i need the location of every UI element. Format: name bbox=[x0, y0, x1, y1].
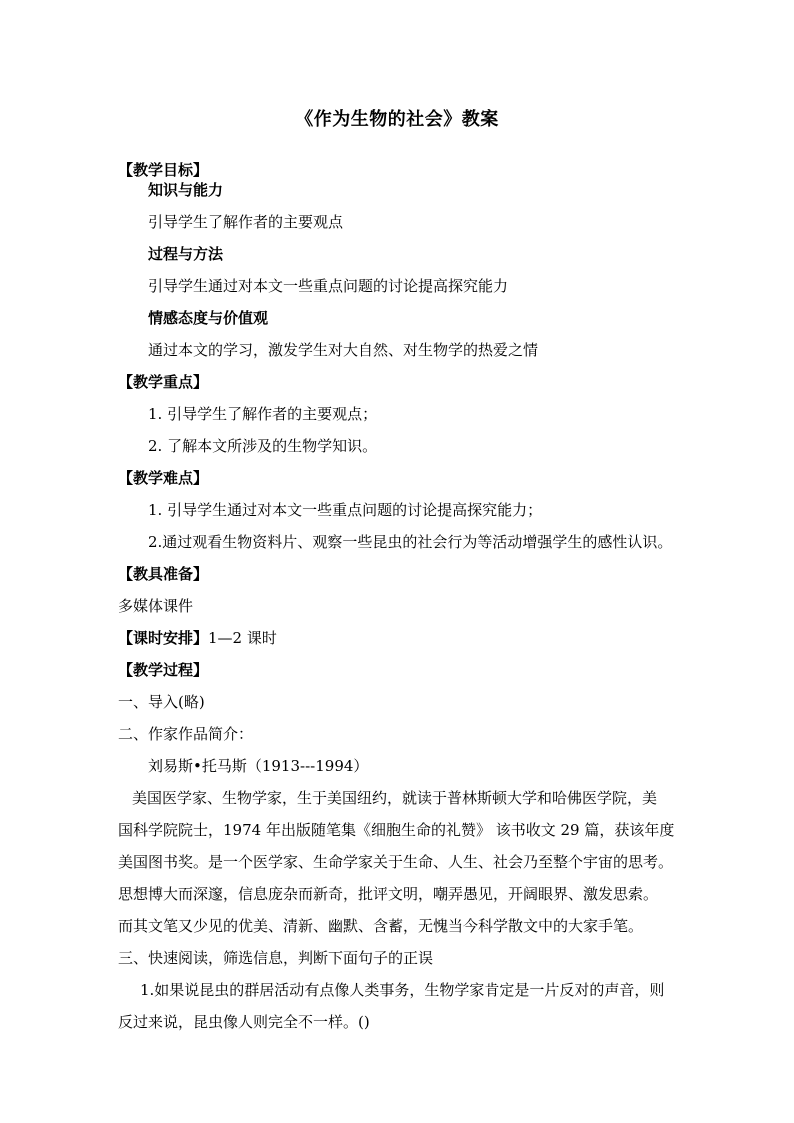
bio-line: 美国医学家、生物学家，生于美国纽约，就读于普林斯顿大学和哈佛医学院，美 bbox=[132, 789, 658, 807]
subheading-emotion: 情感态度与价值观 bbox=[148, 309, 269, 327]
tools-text: 多媒体课件 bbox=[118, 597, 194, 615]
document-body bbox=[118, 160, 708, 1032]
bio-line: 美国图书奖。是一个医学家、生命学家关于生命、人生、社会乃至整个宇宙的思考。 bbox=[118, 853, 674, 871]
section-heading-goals: 【教学目标】 bbox=[118, 161, 209, 179]
difficulty-item: 1. 引导学生通过对本文一些重点问题的讨论提高探究能力； bbox=[148, 501, 543, 519]
emotion-text: 通过本文的学习，激发学生对大自然、对生物学的热爱之情 bbox=[148, 341, 539, 359]
process-text: 引导学生通过对本文一些重点问题的讨论提高探究能力 bbox=[148, 277, 509, 295]
bio-line: 思想博大而深邃，信息庞杂而新奇，批评文明，嘲弄愚见，开阔眼界、激发思索。 bbox=[118, 885, 659, 903]
section-heading-process: 【教学过程】 bbox=[118, 661, 209, 679]
process-step-2: 二、作家作品简介： bbox=[118, 725, 254, 743]
question-line: 反过来说，昆虫像人则完全不一样。() bbox=[118, 1013, 370, 1031]
subheading-process: 过程与方法 bbox=[148, 245, 224, 263]
difficulty-item: 2.通过观看生物资料片、观察一些昆虫的社会行为等活动增强学生的感性认识。 bbox=[148, 533, 673, 551]
section-heading-schedule: 【课时安排】 bbox=[118, 629, 209, 647]
bio-line: 国科学院院士，1974 年出版随笔集《细胞生命的礼赞》 该书收文 29 篇，获该年度 bbox=[118, 821, 675, 839]
process-step-1: 一、导入(略) bbox=[118, 693, 205, 711]
schedule-line bbox=[118, 628, 708, 648]
section-heading-key-points: 【教学重点】 bbox=[118, 373, 209, 391]
section-heading-difficulties: 【教学难点】 bbox=[118, 469, 209, 487]
subheading-knowledge: 知识与能力 bbox=[148, 181, 224, 199]
author-name: 刘易斯•托马斯（1913---1994） bbox=[148, 757, 369, 775]
knowledge-text: 引导学生了解作者的主要观点 bbox=[148, 213, 344, 231]
bio-line: 而其文笔又少见的优美、清新、幽默、含蓄，无愧当今科学散文中的大家手笔。 bbox=[118, 917, 644, 935]
key-point-item: 2. 了解本文所涉及的生物学知识。 bbox=[148, 437, 378, 455]
section-heading-tools: 【教具准备】 bbox=[118, 565, 209, 583]
process-step-3: 三、快速阅读，筛选信息，判断下面句子的正误 bbox=[118, 949, 434, 967]
schedule-text: 1—2 课时 bbox=[208, 629, 277, 647]
page-title: 《作为生物的社会》教案 bbox=[295, 109, 499, 130]
key-point-item: 1. 引导学生了解作者的主要观点； bbox=[148, 405, 378, 423]
question-line: 1.如果说昆虫的群居活动有点像人类事务，生物学家肯定是一片反对的声音，则 bbox=[140, 981, 665, 999]
